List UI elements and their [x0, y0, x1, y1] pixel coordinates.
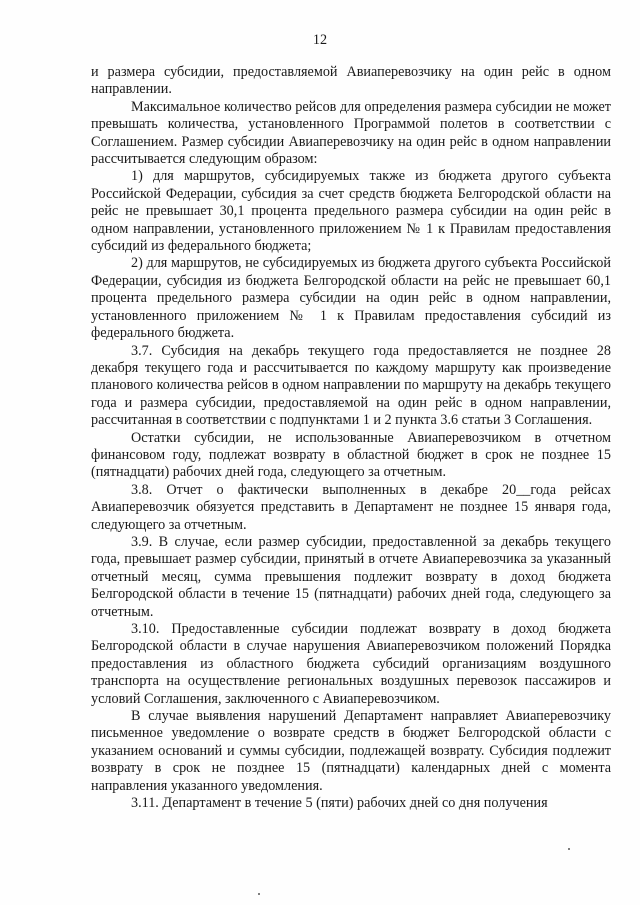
paragraph-remainder: Остатки субсидии, не использованные Авиаперевозчиком в отчетном финансовом году, подлежат возврату в областной бюджет в срок не позднее 15 (пятнадцати) рабочих дней года, следующего за отчетным. — [91, 429, 611, 481]
document-body — [91, 64, 611, 812]
paragraph-item-1: 1) для маршрутов, субсидируемых также из бюджета другого субъекта Российской Федерации, субсидия за счет средств бюджета Белгородской области на рейс не превышает 30,1 процента предельного размера субсидии на один рейс в одном направлении, установленного приложением № 1 к Правилам предоставления субсидий из федерального бюджета; — [91, 168, 611, 255]
paragraph-3-11: 3.11. Департамент в течение 5 (пяти) рабочих дней со дня получения — [131, 795, 548, 812]
paragraph-violation: В случае выявления нарушений Департамент направляет Авиаперевозчику письменное уведомление о возврате средств в бюджет Белгородской области с указанием оснований и суммы субсидии, подлежащей возврату. Субсидия подлежит возврату в срок не позднее 15 (пятнадцати) календарных дней с момента направления указанного уведомления. — [91, 708, 611, 794]
scan-speck — [568, 848, 570, 850]
paragraph-3-8: 3.8. Отчет о фактически выполненных в декабре 20__года рейсах Авиаперевозчик обязуется представить в Департамент не позднее 15 января года, следующего за отчетным. — [91, 481, 611, 533]
paragraph-item-2: 2) для маршрутов, не субсидируемых из бюджета другого субъекта Российской Федерации, субсидия из бюджета Белгородской области на рейс не превышает 60,1 процента предельного размера субсидии на один рейс в одном направлении, установленного приложением № 1 к Правилам предоставления субсидий из федерального бюджета. — [91, 255, 611, 342]
page-number: 12 — [312, 32, 328, 48]
paragraph-continuation: и размера субсидии, предоставляемой Авиаперевозчику на один рейс в одном направлении. — [91, 64, 611, 98]
scan-speck — [258, 893, 260, 895]
paragraph-3-7: 3.7. Субсидия на декабрь текущего года предоставляется не позднее 28 декабря текущего года и рассчитывается по каждому маршруту как произведение планового количества рейсов в одном направлении по маршруту на декабрь текущего года и размера субсидии, предоставляемой на один рейс в одном направлении, рассчитанная в соответствии с подпунктами 1 и 2 пункта 3.6 статьи 3 Соглашения. — [91, 342, 611, 429]
paragraph-3-10: 3.10. Предоставленные субсидии подлежат возврату в доход бюджета Белгородской области в случае нарушения Авиаперевозчиком положений Порядка предоставления из областного бюджета субсидий организациям воздушного транспорта на осуществление региональных воздушных перевозок пассажиров и условий Соглашения, заключенного с Авиаперевозчиком. — [91, 621, 611, 707]
paragraph-max-flights: Максимальное количество рейсов для определения размера субсидии не может превышать количества, установленного Программой полетов в соответствии с Соглашением. Размер субсидии Авиаперевозчику на один рейс в одном направлении рассчитывается следующим образом: — [91, 98, 611, 168]
paragraph-3-9: 3.9. В случае, если размер субсидии, предоставленной за декабрь текущего года, превышает размер субсидии, принятый в отчете Авиаперевозчика за указанный отчетный месяц, сумма превышения подлежит возврату в доход бюджета Белгородской области в течение 15 (пятнадцати) рабочих дней года, следующего за отчетным. — [91, 533, 611, 620]
